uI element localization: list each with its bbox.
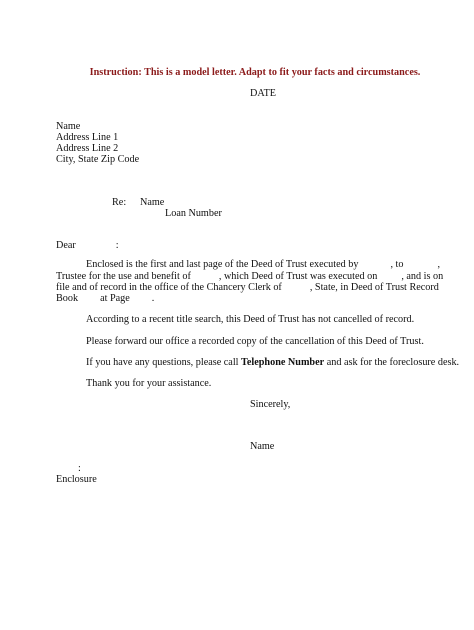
p4-text-a: If you have any questions, please call <box>86 357 239 368</box>
p1-line-4 <box>56 293 154 305</box>
salutation <box>56 240 119 252</box>
p1-text-a: Enclosed is the first and last page of the Deed of Trust executed by <box>86 259 359 270</box>
recipient-city-state-zip: City, State Zip Code <box>56 154 140 165</box>
recipient-address-line-2: Address Line 2 <box>56 143 119 154</box>
enclosure-label: Enclosure <box>56 474 97 485</box>
recipient-name: Name <box>56 121 81 132</box>
p1-text-j: at Page <box>100 293 130 304</box>
p1-text-b: , to <box>390 259 404 270</box>
p1-line-1 <box>86 259 440 271</box>
paragraph-3: Please forward our office a recorded copy of the cancellation of this Deed of Trust. <box>86 336 424 347</box>
re-name: Name <box>140 197 165 208</box>
instruction-banner: Instruction: This is a model letter. Adapt to fit your facts and circumstances. <box>89 67 421 78</box>
initials-colon: : <box>78 463 81 474</box>
letter-date: DATE <box>250 88 277 99</box>
paragraph-2: According to a recent title search, this Deed of Trust has not cancelled of record. <box>86 314 415 325</box>
re-label: Re: <box>112 197 127 208</box>
p1-text-k: . <box>151 293 155 304</box>
paragraph-5: Thank you for your assistance. <box>86 378 212 389</box>
p1-text-f: , and is on <box>401 271 444 282</box>
salutation-word: Dear <box>56 240 76 251</box>
p1-text-g: file and of record in the office of the Chancery Clerk of <box>56 282 282 293</box>
re-loan-number: Loan Number <box>165 208 222 219</box>
p4-text-b: and ask for the foreclosure desk. <box>326 357 460 368</box>
p1-text-i: Book <box>56 293 79 304</box>
p1-text-c: , <box>437 259 441 270</box>
p1-text-h: , State, in Deed of Trust Record <box>309 282 439 293</box>
p1-text-d: Trustee for the use and benefit of <box>56 271 191 282</box>
paragraph-4 <box>86 357 459 369</box>
recipient-address-line-1: Address Line 1 <box>56 132 119 143</box>
closing: Sincerely, <box>250 399 291 410</box>
p1-text-e: , which Deed of Trust was executed on <box>218 271 378 282</box>
telephone-number-placeholder: Telephone Number <box>241 357 325 368</box>
salutation-colon: : <box>115 240 119 251</box>
signer-name: Name <box>250 441 275 452</box>
